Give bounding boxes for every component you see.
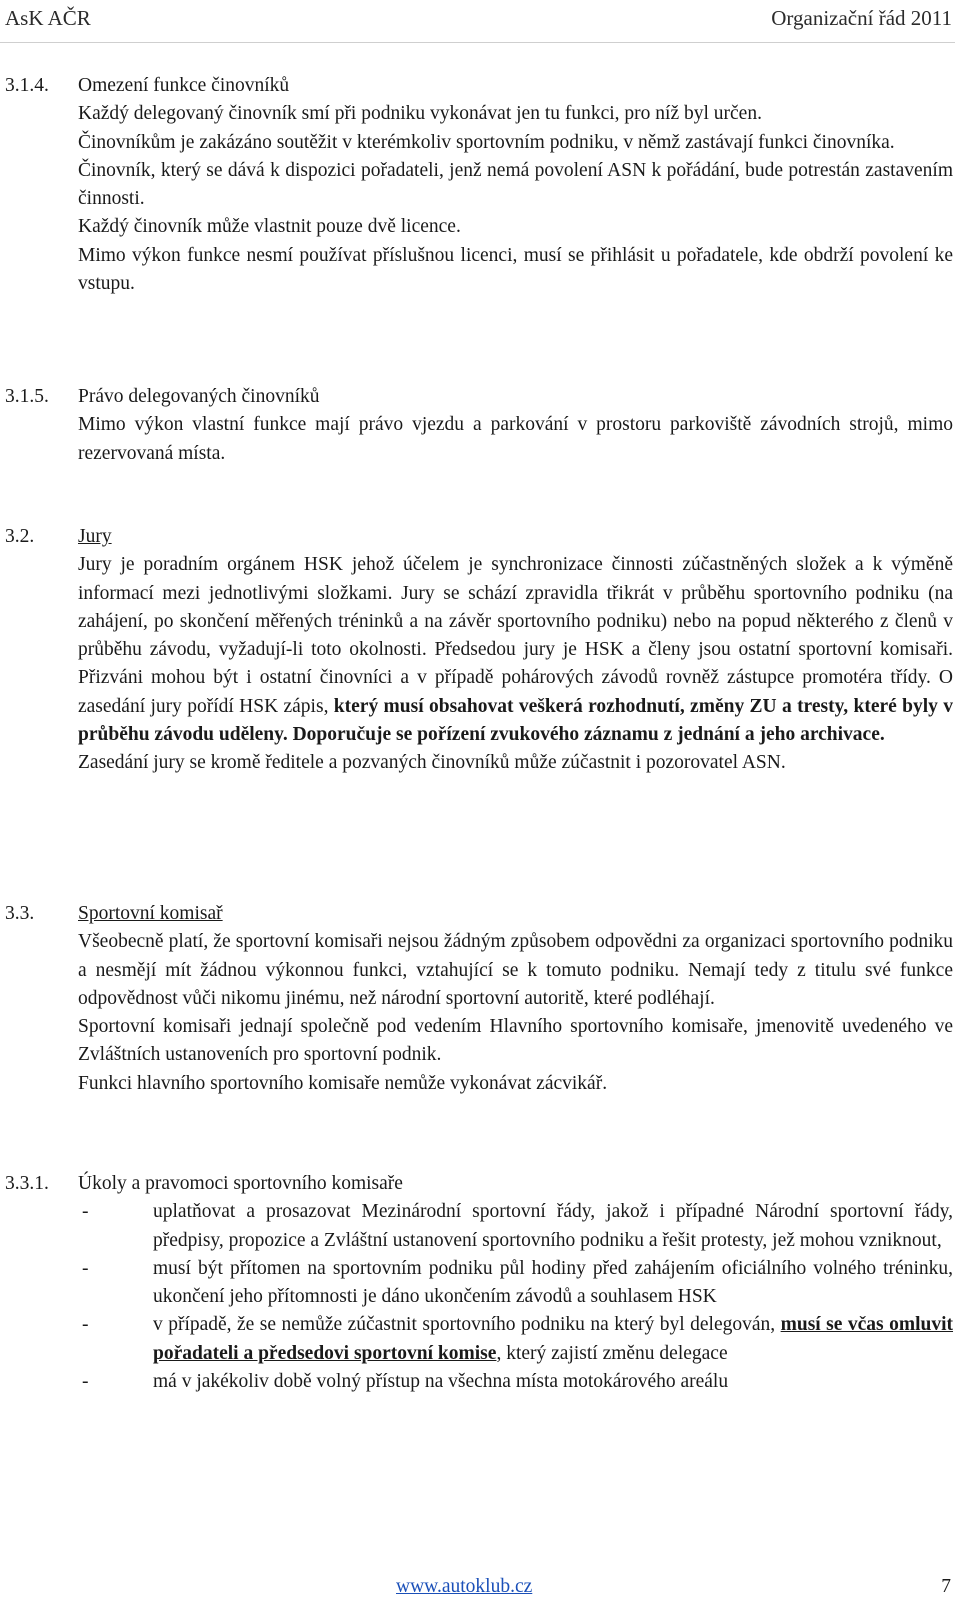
section-number: 3.3.: [5, 903, 35, 924]
section-title: Úkoly a pravomoci sportovního komisaře: [78, 1173, 403, 1194]
bold-underlined-text: musí se včas omluvit pořadateli a předsedovi sportovní komise: [153, 1314, 954, 1364]
list-item-text: musí být přítomen na sportovním podniku půl hodiny před zahájením oficiálního volného tréninku, ukončení jeho přítomnosti je dáno ukončením závodů a souhlasem HSK: [153, 1257, 953, 1308]
dash-bullet: -: [82, 1201, 89, 1223]
header-left: AsK AČR: [5, 6, 91, 30]
section-title: Omezení funkce činovníků: [78, 75, 290, 96]
dash-bullet: -: [82, 1257, 89, 1279]
list-item: [78, 1198, 953, 1255]
text-run: Jury je poradním orgánem HSK jehož účelem je synchronizace činnosti zúčastněných složek a k výměně informací mezi jednotlivými složkami. Jury se schází zpravidla třikrát v průběhu sportovního podniku (na zahájení, po skončení měřených tréninků a na závěr sportovního podniku) nebo na popud některého z členů v průběhu závodu, vyžadují-li toto okolnosti. Předsedou jury je HSK a členy jsou ostatní sportovní komisaři. Přizváni mohou být i ostatní činovníci a v případě pohárových závodů rovněž zástupce promotéra třídy. O zasedání jury pořídí HSK zápis,: [78, 554, 953, 717]
header-right: Organizační řád 2011: [771, 6, 952, 30]
list-item-text: v případě, že se nemůže zúčastnit sportovního podniku na který byl delegován,: [153, 1314, 781, 1336]
list-item-text: , který zajistí změnu delegace: [496, 1342, 728, 1364]
section-number: 3.1.4.: [5, 75, 49, 96]
section-3-3-1: [78, 1170, 953, 1396]
page-header: [0, 4, 952, 34]
paragraph: Funkci hlavního sportovního komisaře nemůže vykonávat zácvikář.: [78, 1072, 608, 1094]
paragraph: Všeobecně platí, že sportovní komisaři nejsou žádným způsobem odpovědni za organizaci sportovního podniku a nesmějí mít žádnou výkonnou funkci, vztahující se k tomuto podniku. Nemají tedy z titulu své funkce odpovědnost vůči nikomu jinému, než národní sportovní autoritě, které podléhají.: [78, 931, 953, 1009]
section-title: Sportovní komisař: [78, 903, 223, 924]
section-3-1-4: [78, 72, 953, 298]
paragraph: Sportovní komisaři jednají společně pod vedením Hlavního sportovního komisaře, jmenovitě uvedeného ve Zvláštních ustanoveních pro sportovní podnik.: [78, 1016, 953, 1066]
section-title: Právo delegovaných činovníků: [78, 386, 320, 407]
paragraph: Činovník, který se dává k dispozici pořadateli, jenž nemá povolení ASN k pořádání, bude potrestán zastavením činnosti.: [78, 159, 953, 210]
section-3-1-5: [78, 383, 953, 468]
section-number: 3.1.5.: [5, 386, 49, 407]
dash-bullet: -: [82, 1371, 89, 1393]
paragraph: Každý činovník může vlastnit pouze dvě licence.: [78, 216, 461, 238]
paragraph: Činovníkům je zakázáno soutěžit v kterémkoliv sportovním podniku, v němž zastávají funkci činovníka.: [78, 131, 895, 153]
paragraph: [78, 551, 953, 749]
header-rule: [0, 42, 955, 43]
section-number: 3.3.1.: [5, 1173, 49, 1194]
footer-website-link[interactable]: www.autoklub.cz: [396, 1576, 533, 1597]
section-3-2: [78, 523, 953, 778]
paragraph: Mimo výkon funkce nesmí používat příslušnou licenci, musí se přihlásit u pořadatele, kde obdrží povolení ke vstupu.: [78, 244, 953, 295]
list-item: [78, 1255, 953, 1312]
list-item-text: má v jakékoliv době volný přístup na všechna místa motokárového areálu: [153, 1371, 729, 1393]
section-number: 3.2.: [5, 526, 35, 547]
dash-bullet: -: [82, 1314, 89, 1336]
paragraph: Každý delegovaný činovník smí při podniku vykonávat jen tu funkci, pro níž byl určen.: [78, 103, 762, 125]
list-item: [78, 1368, 953, 1396]
paragraph: Zasedání jury se kromě ředitele a pozvaných činovníků může zúčastnit i pozorovatel ASN.: [78, 752, 786, 774]
list-item-text: uplatňovat a prosazovat Mezinárodní sportovní řády, jakož i případné Národní sportovní řády, předpisy, propozice a Zvláštní ustanovení sportovního podniku a řešit protesty, jež mohou vzniknout,: [153, 1201, 953, 1251]
bold-text: který musí obsahovat veškerá rozhodnutí, změny ZU a tresty, které byly v průběhu závodu uděleny. Doporučuje se pořízení zvukového záznamu z jednání a jeho archivace.: [78, 695, 953, 746]
section-title: Jury: [78, 526, 112, 547]
section-3-3: [78, 900, 953, 1098]
paragraph: Mimo výkon vlastní funkce mají právo vjezdu a parkování v prostoru parkoviště závodních strojů, mimo rezervovaná místa.: [78, 414, 953, 464]
list-item: [78, 1311, 953, 1368]
page-number: 7: [941, 1576, 951, 1597]
